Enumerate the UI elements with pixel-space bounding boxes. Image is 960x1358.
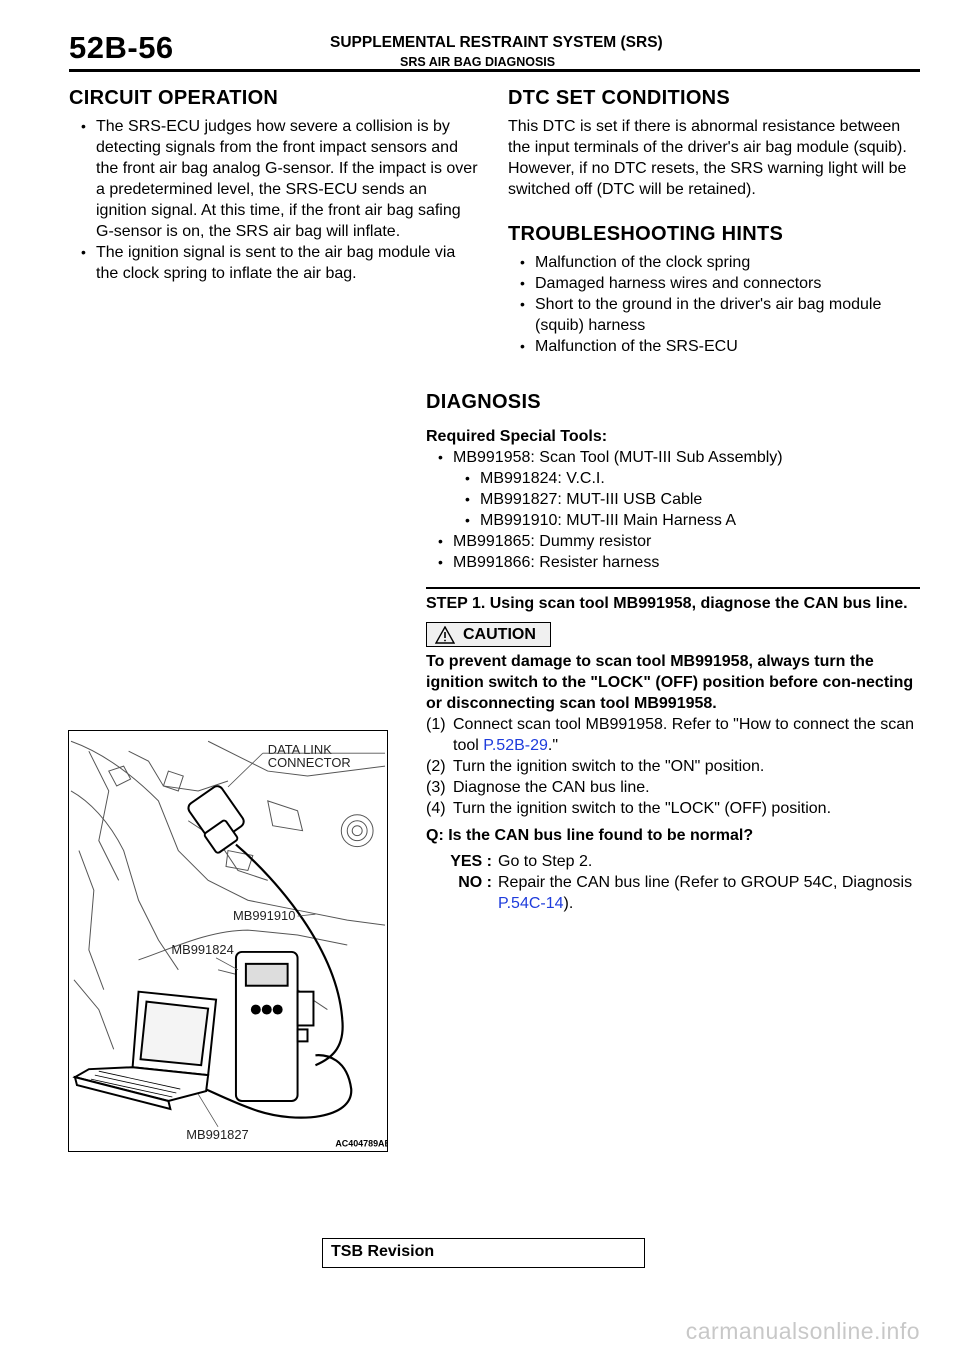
circuit-operation-section (69, 86, 479, 284)
instruction-tail: ." (547, 737, 559, 754)
instruction-text: Diagnose the CAN bus line. (453, 779, 650, 796)
header-subtitle: SRS AIR BAG DIAGNOSIS (400, 55, 556, 69)
caution-badge (426, 622, 551, 647)
tsb-revision-label: TSB Revision (331, 1243, 435, 1260)
list-item: • MB991824: V.C.I. (426, 468, 920, 489)
instruction-text: Turn the ignition switch to the "ON" position. (453, 758, 765, 775)
instruction-body: Connect scan tool MB991958. Refer to "How to connect the scan tool (453, 716, 915, 754)
answer-yes (450, 851, 920, 872)
list-item: • Short to the ground in the driver's air bag module (squib) harness (508, 294, 920, 336)
watermark: carmanualsonline.info (685, 1318, 920, 1344)
troubleshooting-list (508, 252, 920, 357)
circuit-operation-heading: CIRCUIT OPERATION (69, 87, 279, 109)
no-tail: ). (563, 895, 574, 912)
caution-text: To prevent damage to scan tool MB991958, always turn the ignition switch to the "LOCK" (OFF) position before con-necting or disconnecting scan tool MB991958. (426, 653, 914, 712)
figure-label: CONNECTOR (267, 755, 351, 771)
instruction-number: (3) (426, 779, 446, 796)
caution-label: CAUTION (463, 626, 536, 643)
list-item: • The SRS-ECU judges how severe a collision is by detecting signals from the front impact sensors and the front air bag analog G-sensor. If the impact is over a predetermined level, the SRS-ECU sends an ignition signal. At this time, if the front air bag safing G-sensor is on, the SRS air bag will inflate. (69, 116, 479, 242)
header-title: SUPPLEMENTAL RESTRAINT SYSTEM (SRS) (330, 34, 663, 51)
yes-text: Go to Step 2. (498, 853, 593, 870)
list-item: • Malfunction of the clock spring (508, 252, 920, 273)
no-body: Repair the CAN bus line (Refer to GROUP 54C, Diagnosis (498, 874, 913, 891)
diagnosis-section (426, 390, 920, 914)
list-item: • Malfunction of the SRS-ECU (508, 336, 920, 357)
figure-label: MB991910 (232, 908, 296, 924)
tools-list (426, 447, 920, 468)
question: Q: Is the CAN bus line found to be normal? (426, 827, 754, 844)
figure-code: AC404789AB (335, 1138, 387, 1149)
list-item: • MB991827: MUT-III USB Cable (426, 489, 920, 510)
list-item: • MB991865: Dummy resistor (426, 531, 920, 552)
tsb-revision-box (322, 1238, 645, 1268)
step-divider (426, 587, 920, 589)
instruction-item (426, 756, 920, 777)
diagnosis-heading: DIAGNOSIS (426, 391, 541, 413)
troubleshooting-heading: TROUBLESHOOTING HINTS (508, 223, 784, 245)
instruction-item (426, 714, 920, 756)
page-number: 52B-56 (69, 30, 174, 65)
instruction-text (453, 714, 920, 756)
header-rule (69, 69, 920, 72)
figure-label: MB991827 (186, 1126, 249, 1142)
instruction-list (426, 714, 920, 819)
yes-label: YES : (450, 853, 492, 870)
list-item: • MB991958: Scan Tool (MUT-III Sub Assembly) (426, 447, 920, 468)
tools-list-other (426, 531, 920, 573)
page-link[interactable]: P.54C-14 (498, 895, 564, 912)
instruction-number: (2) (426, 758, 446, 775)
tools-sublist (426, 468, 920, 531)
tools-label: Required Special Tools: (426, 428, 608, 445)
figure-label: MB991824 (171, 941, 234, 957)
scan-tool-illustration (69, 731, 387, 1151)
answer-no (450, 872, 920, 914)
instruction-item (426, 798, 920, 819)
figure-label: DATA LINK (267, 742, 332, 758)
dtc-text: This DTC is set if there is abnormal resistance between the input terminals of the driver's air bag module (squib). However, if no DTC resets, the SRS warning light will be switched off (DTC will be retained). (508, 118, 907, 198)
no-text (498, 872, 920, 914)
dtc-section (508, 86, 920, 357)
step1-title: STEP 1. Using scan tool MB991958, diagnose the CAN bus line. (426, 595, 908, 612)
list-item: • MB991866: Resister harness (426, 552, 920, 573)
circuit-operation-list (69, 116, 479, 284)
instruction-number: (1) (426, 716, 446, 733)
instruction-number: (4) (426, 800, 446, 817)
list-item: • MB991910: MUT-III Main Harness A (426, 510, 920, 531)
no-label: NO : (458, 874, 492, 891)
connection-figure (68, 730, 388, 1152)
dtc-heading: DTC SET CONDITIONS (508, 87, 731, 109)
list-item: • Damaged harness wires and connectors (508, 273, 920, 294)
warning-icon (435, 626, 455, 644)
page-link[interactable]: P.52B-29 (483, 737, 548, 754)
instruction-text: Turn the ignition switch to the "LOCK" (OFF) position. (453, 800, 832, 817)
instruction-item (426, 777, 920, 798)
list-item: • The ignition signal is sent to the air bag module via the clock spring to inflate the air bag. (69, 242, 479, 284)
